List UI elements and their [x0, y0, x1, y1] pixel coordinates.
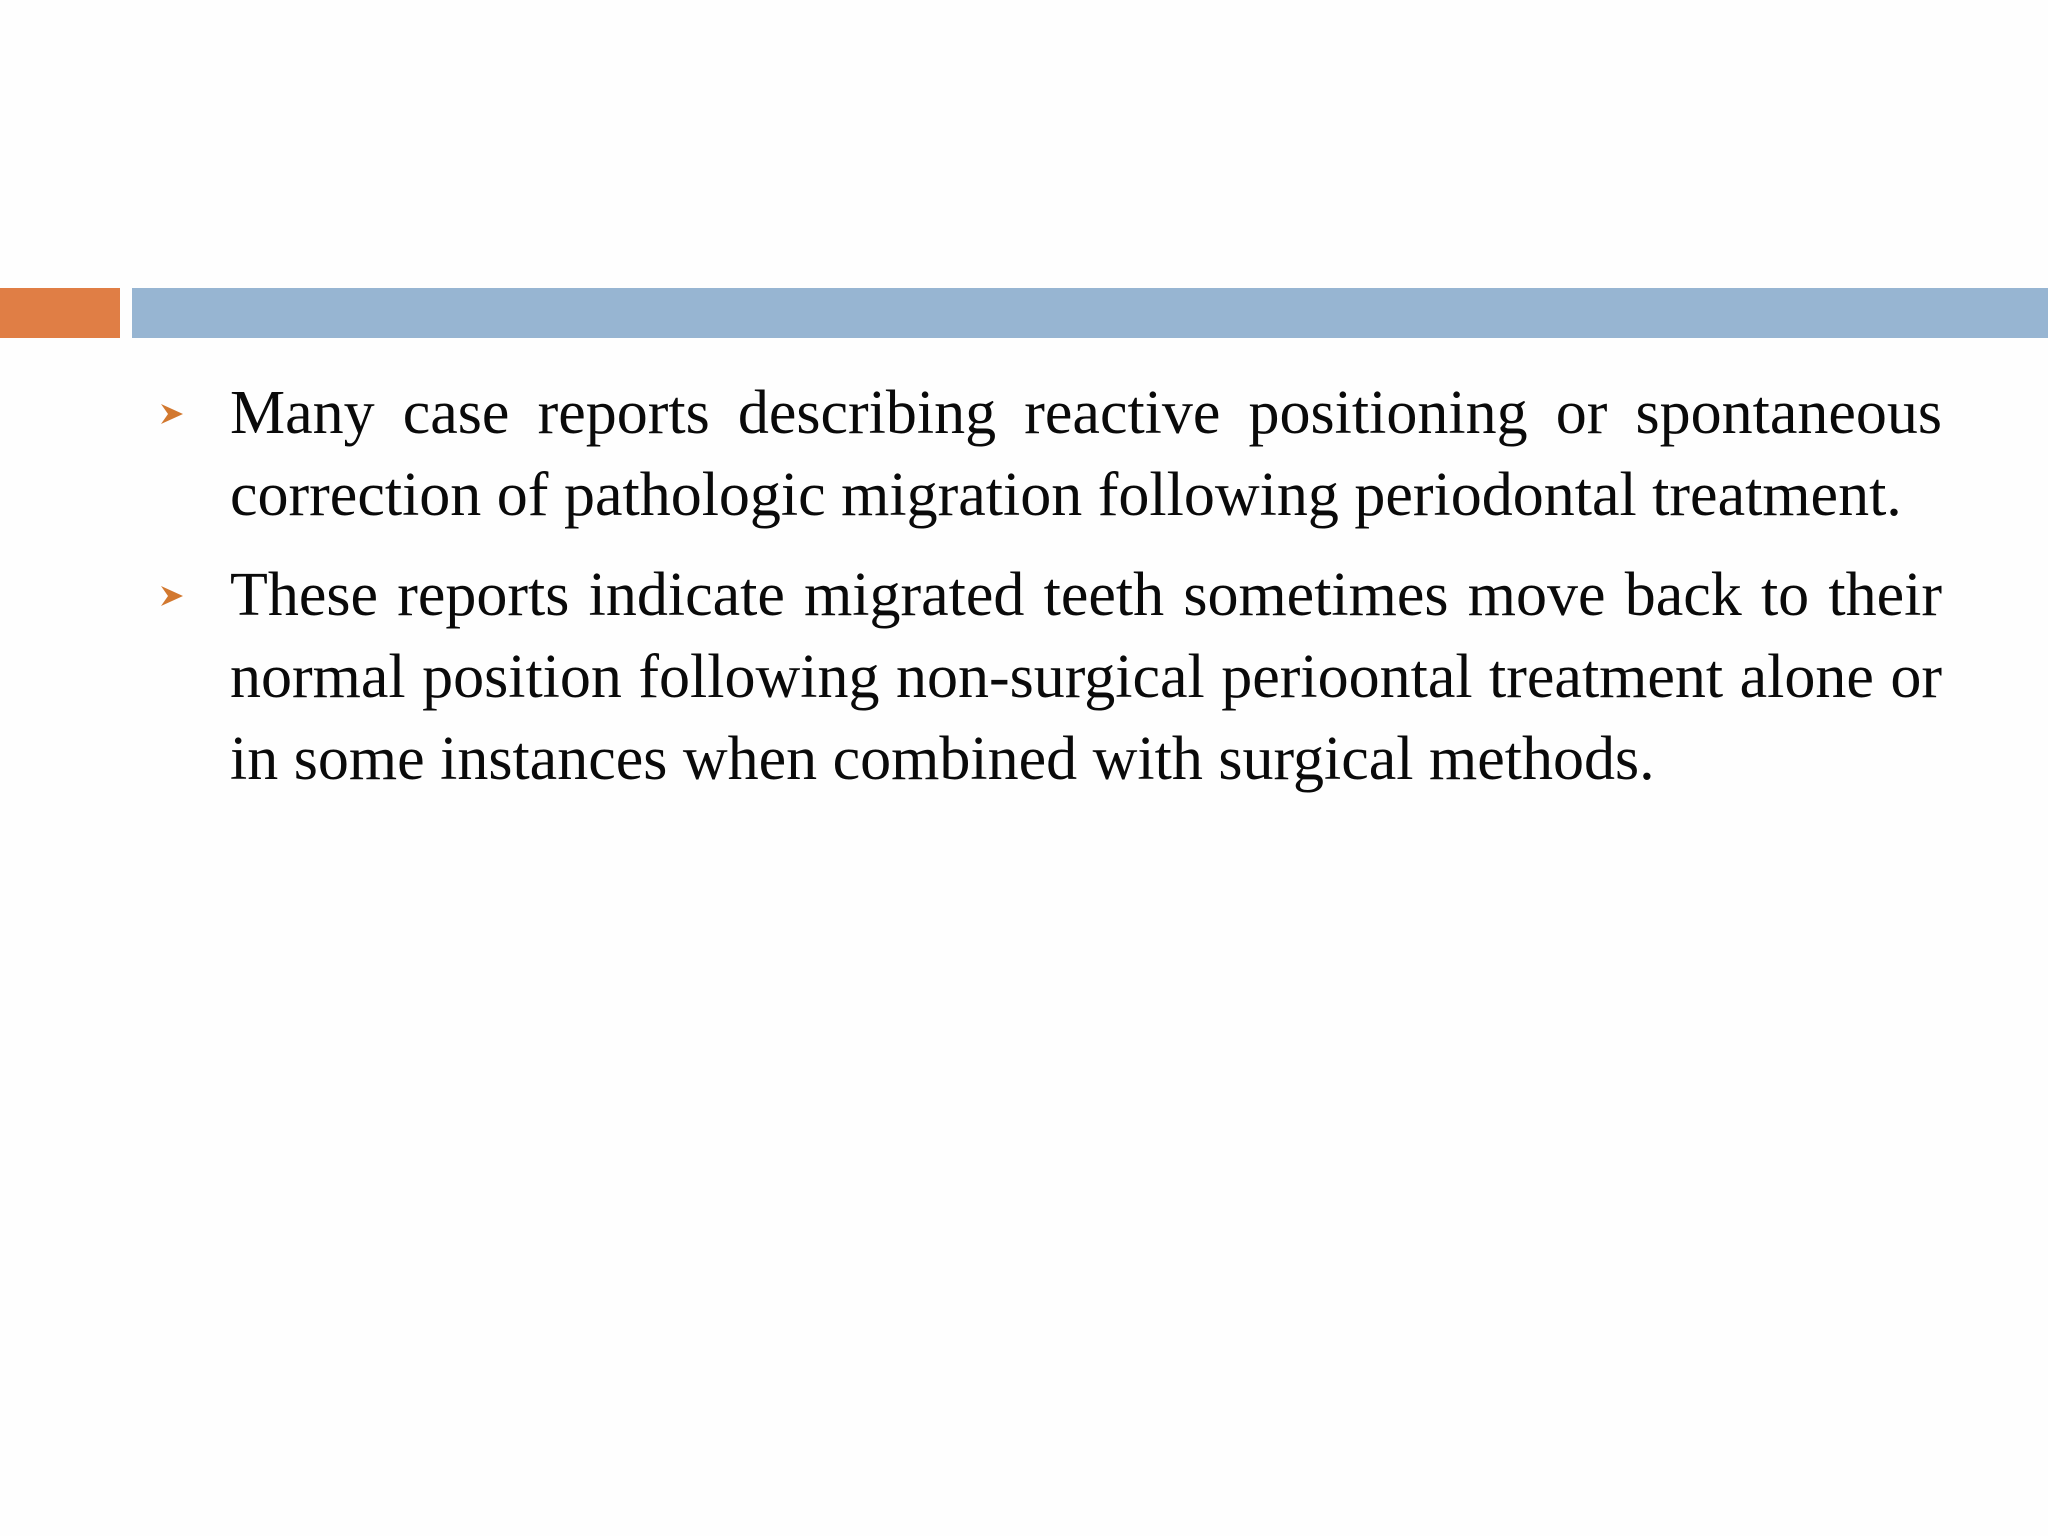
arrowhead-shape — [160, 585, 184, 607]
arrowhead-bullet-icon — [160, 554, 190, 636]
bullet-item — [150, 372, 1942, 536]
arrowhead-bullet-icon — [160, 372, 190, 454]
bullet-text: These reports indicate migrated teeth sometimes move back to their normal position following non-surgical perioontal treatment alone or in some instances when combined with surgical methods. — [230, 561, 1942, 793]
header-bar — [132, 288, 2048, 338]
arrowhead-shape — [160, 403, 184, 425]
bullet-item — [150, 554, 1942, 800]
bullet-list — [150, 372, 1942, 818]
accent-bar — [0, 288, 120, 338]
bullet-text: Many case reports describing reactive positioning or spontaneous correction of pathologic migration following periodontal treatment. — [230, 379, 1942, 529]
